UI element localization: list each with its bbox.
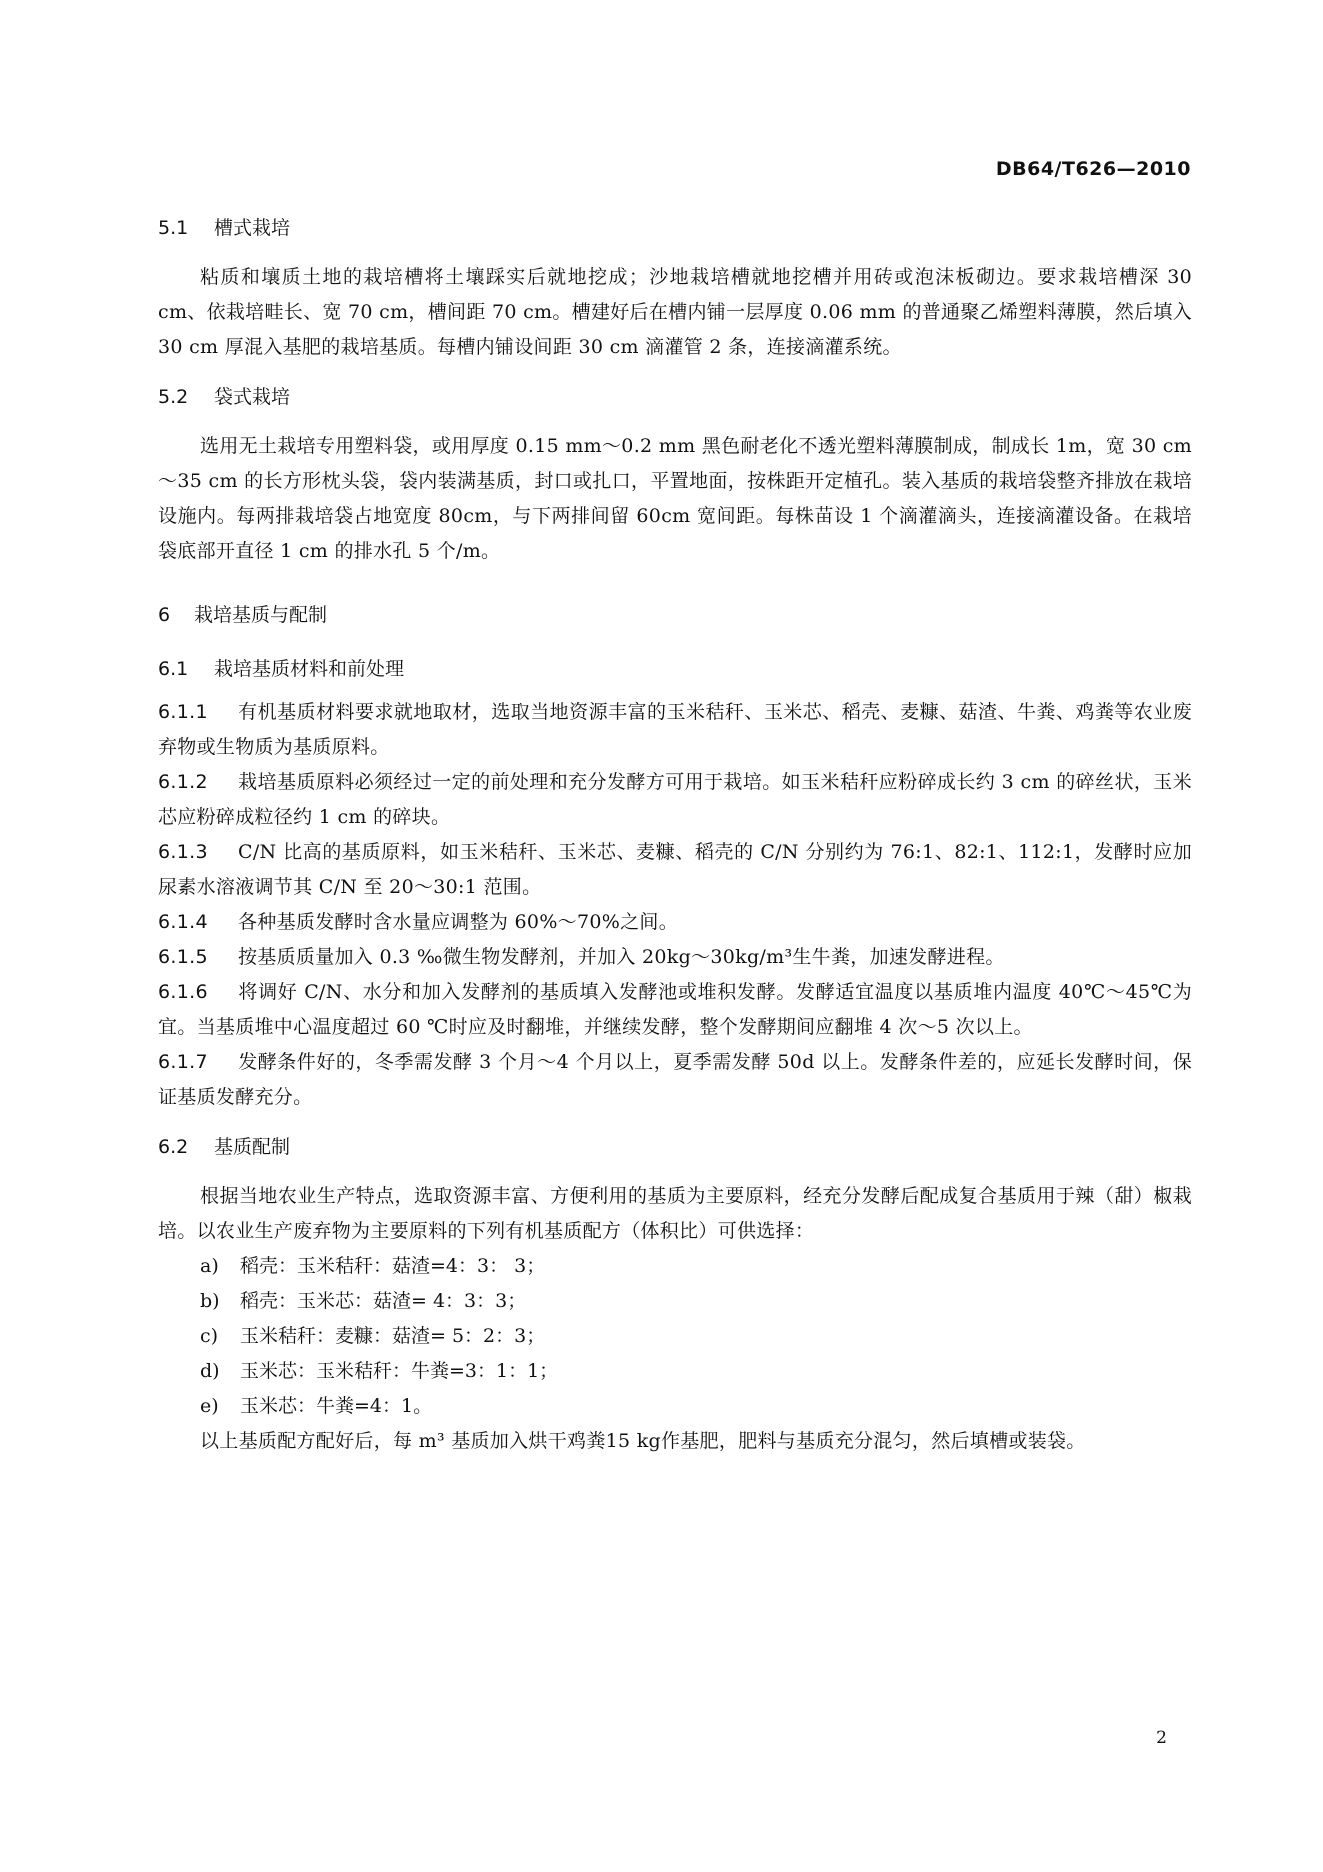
list-label: c) — [200, 1325, 219, 1347]
section-title: 袋式栽培 — [214, 386, 291, 408]
section-number: 5.1 — [158, 217, 189, 239]
chapter-title: 栽培基质与配制 — [194, 604, 328, 626]
list-item — [158, 1284, 1192, 1319]
document-body — [158, 212, 1192, 1459]
paragraph: 根据当地农业生产特点，选取资源丰富、方便利用的基质为主要原料，经充分发酵后配成复合基质用于辣（甜）椒栽培。以农业生产废弃物为主要原料的下列有机基质配方（体积比）可供选择： — [158, 1185, 1192, 1242]
clause-number: 6.1.3 — [158, 841, 208, 863]
list-item — [158, 1354, 1192, 1389]
list-label: a) — [200, 1255, 219, 1277]
list-item — [158, 1319, 1192, 1354]
list-label: b) — [200, 1290, 220, 1312]
clause-6-1-3 — [158, 835, 1192, 905]
section-heading-5-2 — [158, 381, 1192, 413]
clause-6-1-6 — [158, 975, 1192, 1045]
clause-number: 6.1.2 — [158, 771, 208, 793]
list-text: 稻壳：玉米芯：菇渣= 4：3：3； — [240, 1290, 527, 1312]
clause-6-1-2 — [158, 765, 1192, 835]
paragraph: 选用无土栽培专用塑料袋，或用厚度 0.15 mm～0.2 mm 黑色耐老化不透光塑料薄膜制成，制成长 1m，宽 30 cm～35 cm 的长方形枕头袋，袋内装满基质，封口或扎口，平置地面，按株距开定植孔。装入基质的栽培袋整齐排放在栽培设施内。每两排栽培袋占地宽度 80cm，与下两排间留 60cm 宽间距。每株苗设 1 个滴灌滴头，连接滴灌设备。在栽培袋底部开直径 1 cm 的排水孔 5 个/m。 — [158, 435, 1192, 562]
list-text: 玉米芯：牛粪=4：1。 — [240, 1395, 433, 1417]
list-item — [158, 1389, 1192, 1424]
document-code: DB64/T626—2010 — [995, 158, 1191, 180]
page-number: 2 — [1156, 1728, 1167, 1748]
clause-number: 6.1.1 — [158, 701, 208, 723]
paragraph: 粘质和壤质土地的栽培槽将土壤踩实后就地挖成；沙地栽培槽就地挖槽并用砖或泡沫板砌边。要求栽培槽深 30 cm、依栽培畦长、宽 70 cm，槽间距 70 cm。槽建好后在槽内铺一层厚度 0.06 mm 的普通聚乙烯塑料薄膜，然后填入 30 cm 厚混入基肥的栽培基质。每槽内铺设间距 30 cm 滴灌管 2 条，连接滴灌系统。 — [158, 266, 1192, 358]
clause-text: 有机基质材料要求就地取材，选取当地资源丰富的玉米秸秆、玉米芯、稻壳、麦糠、菇渣、牛粪、鸡粪等农业废弃物或生物质为基质原料。 — [158, 701, 1192, 758]
list-text: 玉米芯：玉米秸秆：牛粪=3：1：1； — [240, 1360, 559, 1382]
section-heading-6-2 — [158, 1131, 1192, 1163]
paragraph: 以上基质配方配好后，每 m³ 基质加入烘干鸡粪15 kg作基肥，肥料与基质充分混匀，然后填槽或装袋。 — [200, 1430, 1086, 1452]
section-heading-5-1 — [158, 212, 1192, 244]
chapter-number: 6 — [158, 604, 171, 626]
clause-6-1-4 — [158, 905, 1192, 940]
clause-number: 6.1.4 — [158, 911, 208, 933]
clause-text: 发酵条件好的，冬季需发酵 3 个月～4 个月以上，夏季需发酵 50d 以上。发酵条件差的，应延长发酵时间，保证基质发酵充分。 — [158, 1051, 1192, 1108]
section-title: 槽式栽培 — [214, 217, 291, 239]
list-text: 玉米秸秆：麦糠：菇渣= 5：2：3； — [240, 1325, 546, 1347]
list-text: 稻壳：玉米秸秆：菇渣=4：3： 3； — [240, 1255, 546, 1277]
list-label: d) — [200, 1360, 220, 1382]
clause-6-1-7 — [158, 1045, 1192, 1115]
clause-number: 6.1.6 — [158, 981, 208, 1003]
chapter-heading-6 — [158, 599, 1192, 631]
clause-text: 将调好 C/N、水分和加入发酵剂的基质填入发酵池或堆积发酵。发酵适宜温度以基质堆内温度 40℃～45℃为宜。当基质堆中心温度超过 60 ℃时应及时翻堆，并继续发酵，整个发酵期间应翻堆 4 次～5 次以上。 — [158, 981, 1192, 1038]
clause-number: 6.1.7 — [158, 1051, 208, 1073]
clause-6-1-1 — [158, 695, 1192, 765]
section-number: 6.2 — [158, 1136, 189, 1158]
list-item — [158, 1249, 1192, 1284]
section-number: 6.1 — [158, 658, 189, 680]
section-heading-6-1 — [158, 653, 1192, 685]
list-label: e) — [200, 1395, 219, 1417]
clause-text: 各种基质发酵时含水量应调整为 60%～70%之间。 — [238, 911, 679, 933]
section-title: 栽培基质材料和前处理 — [214, 658, 405, 680]
clause-text: 栽培基质原料必须经过一定的前处理和充分发酵方可用于栽培。如玉米秸秆应粉碎成长约 3 cm 的碎丝状，玉米芯应粉碎成粒径约 1 cm 的碎块。 — [158, 771, 1192, 828]
section-title: 基质配制 — [214, 1136, 291, 1158]
clause-6-1-5 — [158, 940, 1192, 975]
clause-text: C/N 比高的基质原料，如玉米秸秆、玉米芯、麦糠、稻壳的 C/N 分别约为 76:1、82:1、112:1，发酵时应加尿素水溶液调节其 C/N 至 20～30:1 范围。 — [158, 841, 1192, 898]
clause-text: 按基质质量加入 0.3 ‰微生物发酵剂，并加入 20kg～30kg/m³生牛粪，加速发酵进程。 — [238, 946, 1005, 968]
clause-number: 6.1.5 — [158, 946, 208, 968]
section-number: 5.2 — [158, 386, 189, 408]
